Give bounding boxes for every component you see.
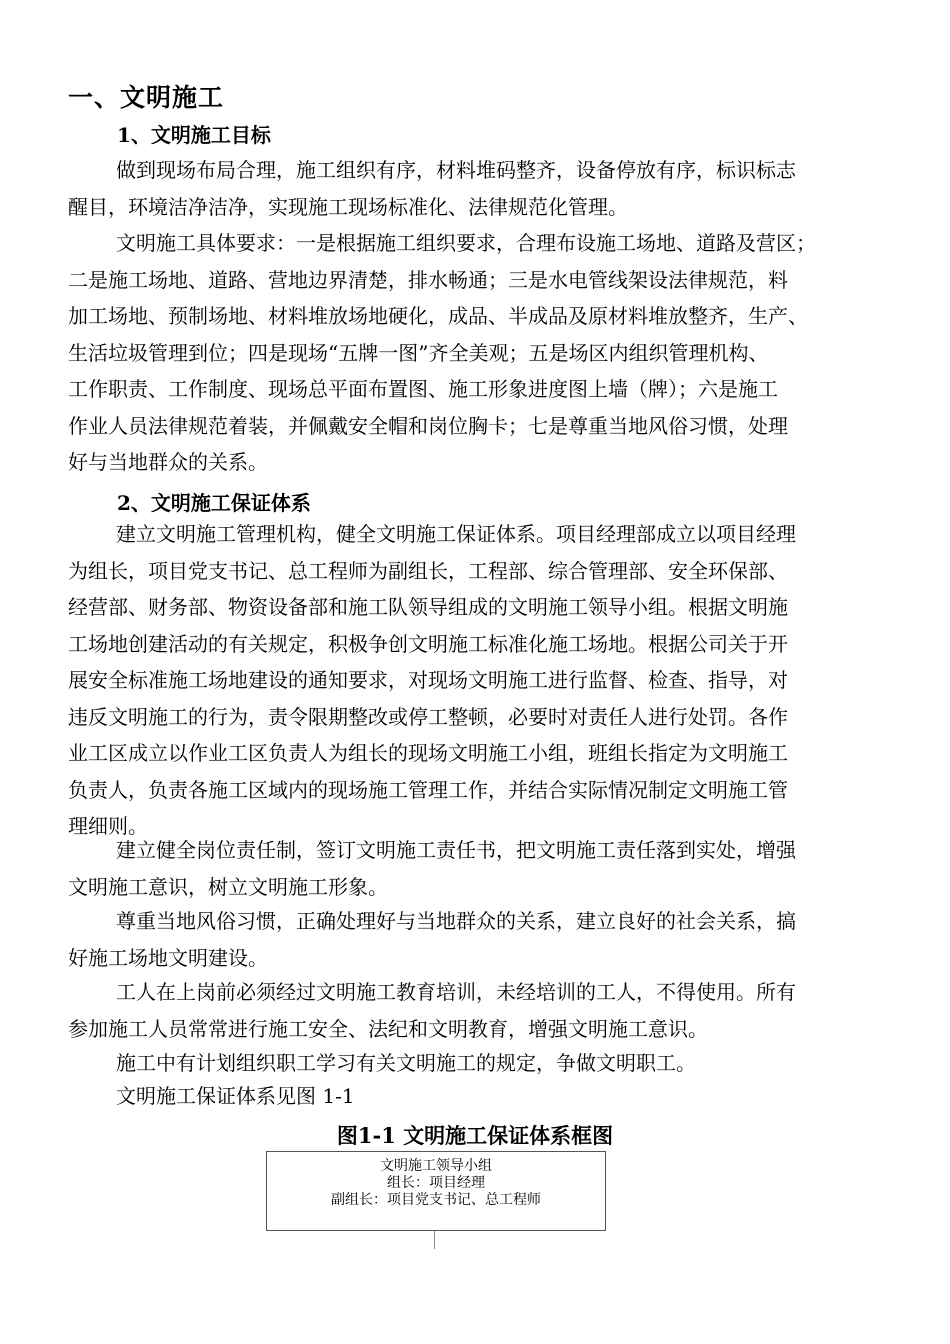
paragraph-line: 违反文明施工的行为，责令限期整改或停工整顿，必要时对责任人进行处罚。各作 bbox=[68, 704, 788, 729]
paragraph-line: 参加施工人员常常进行施工安全、法纪和文明教育，增强文明施工意识。 bbox=[68, 1016, 708, 1041]
paragraph-line: 工场地创建活动的有关规定，积极争创文明施工标准化施工场地。根据公司关于开 bbox=[68, 631, 788, 656]
paragraph-line: 二是施工场地、道路、营地边界清楚，排水畅通；三是水电管线架设法律规范，料 bbox=[68, 267, 788, 292]
paragraph-line: 作业人员法律规范着装，并佩戴安全帽和岗位胸卡；七是尊重当地风俗习惯，处理 bbox=[68, 413, 788, 438]
paragraph-requirements bbox=[68, 225, 888, 481]
paragraph-line: 负责人，负责各施工区域内的现场施工管理工作，并结合实际情况制定文明施工管 bbox=[68, 777, 788, 802]
paragraph-line: 工人在上岗前必须经过文明施工教育培训，未经培训的工人，不得使用。所有 bbox=[116, 980, 796, 1004]
paragraph-responsibility bbox=[68, 832, 888, 905]
section-heading: 一、文明施工 bbox=[68, 83, 225, 112]
paragraph-training bbox=[68, 974, 888, 1047]
paragraph-line: 做到现场布局合理，施工组织有序，材料堆码整齐，设备停放有序，标识标志 bbox=[116, 158, 796, 182]
paragraph-line: 建立健全岗位责任制，签订文明施工责任书，把文明施工责任落到实处，增强 bbox=[116, 838, 796, 862]
paragraph-line: 业工区成立以作业工区负责人为组长的现场文明施工小组，班组长指定为文明施工 bbox=[68, 741, 788, 765]
box-line-group-name: 文明施工领导小组 bbox=[380, 1158, 492, 1174]
diagram-connector-line bbox=[434, 1231, 435, 1249]
paragraph-line: 生活垃圾管理到位；四是现场“五牌一图”齐全美观；五是场区内组织管理机构、 bbox=[68, 340, 769, 365]
figure-title: 图1-1 文明施工保证体系框图 bbox=[336, 1123, 614, 1148]
paragraph-goal bbox=[68, 152, 888, 225]
paragraph-line: 建立文明施工管理机构，健全文明施工保证体系。项目经理部成立以项目经理 bbox=[116, 522, 796, 546]
paragraph-line: 尊重当地风俗习惯，正确处理好与当地群众的关系，建立良好的社会关系，搞 bbox=[116, 909, 796, 933]
subsection-heading-goal: 1、文明施工目标 bbox=[117, 123, 271, 147]
paragraph-line: 加工场地、预制场地、材料堆放场地硬化，成品、半成品及原材料堆放整齐，生产、 bbox=[68, 304, 808, 328]
box-line-leader: 组长：项目经理 bbox=[387, 1175, 485, 1191]
box-line-deputy: 副组长：项目党支书记、总工程师 bbox=[331, 1192, 541, 1208]
paragraph-line: 经营部、财务部、物资设备部和施工队领导组成的文明施工领导小组。根据文明施 bbox=[68, 595, 788, 619]
leadership-group-box bbox=[266, 1151, 606, 1231]
paragraph-line: 施工中有计划组织职工学习有关文明施工的规定，争做文明职工。 bbox=[116, 1051, 696, 1075]
paragraph-line: 好与当地群众的关系。 bbox=[68, 450, 268, 474]
paragraph-line: 醒目，环境洁净洁净，实现施工现场标准化、法律规范化管理。 bbox=[68, 194, 628, 219]
paragraph-line: 工作职责、工作制度、现场总平面布置图、施工形象进度图上墙（牌）；六是施工 bbox=[68, 377, 778, 401]
paragraph-line: 为组长，项目党支书记、总工程师为副组长，工程部、综合管理部、安全环保部、 bbox=[68, 558, 788, 583]
paragraph-management bbox=[68, 516, 888, 845]
paragraph-line: 文明施工意识，树立文明施工形象。 bbox=[68, 874, 388, 899]
paragraph-customs bbox=[68, 903, 888, 976]
paragraph-study bbox=[68, 1045, 888, 1082]
paragraph-figure-ref bbox=[68, 1078, 888, 1115]
subsection-heading-system: 2、文明施工保证体系 bbox=[117, 491, 311, 515]
paragraph-line: 理细则。 bbox=[68, 814, 148, 838]
paragraph-line: 好施工场地文明建设。 bbox=[68, 945, 268, 970]
paragraph-line: 展安全标准施工场地建设的通知要求，对现场文明施工进行监督、检查、指导，对 bbox=[68, 668, 788, 692]
paragraph-line: 文明施工保证体系见图 1-1 bbox=[116, 1084, 355, 1108]
paragraph-line: 文明施工具体要求：一是根据施工组织要求，合理布设施工场地、道路及营区； bbox=[116, 231, 816, 255]
